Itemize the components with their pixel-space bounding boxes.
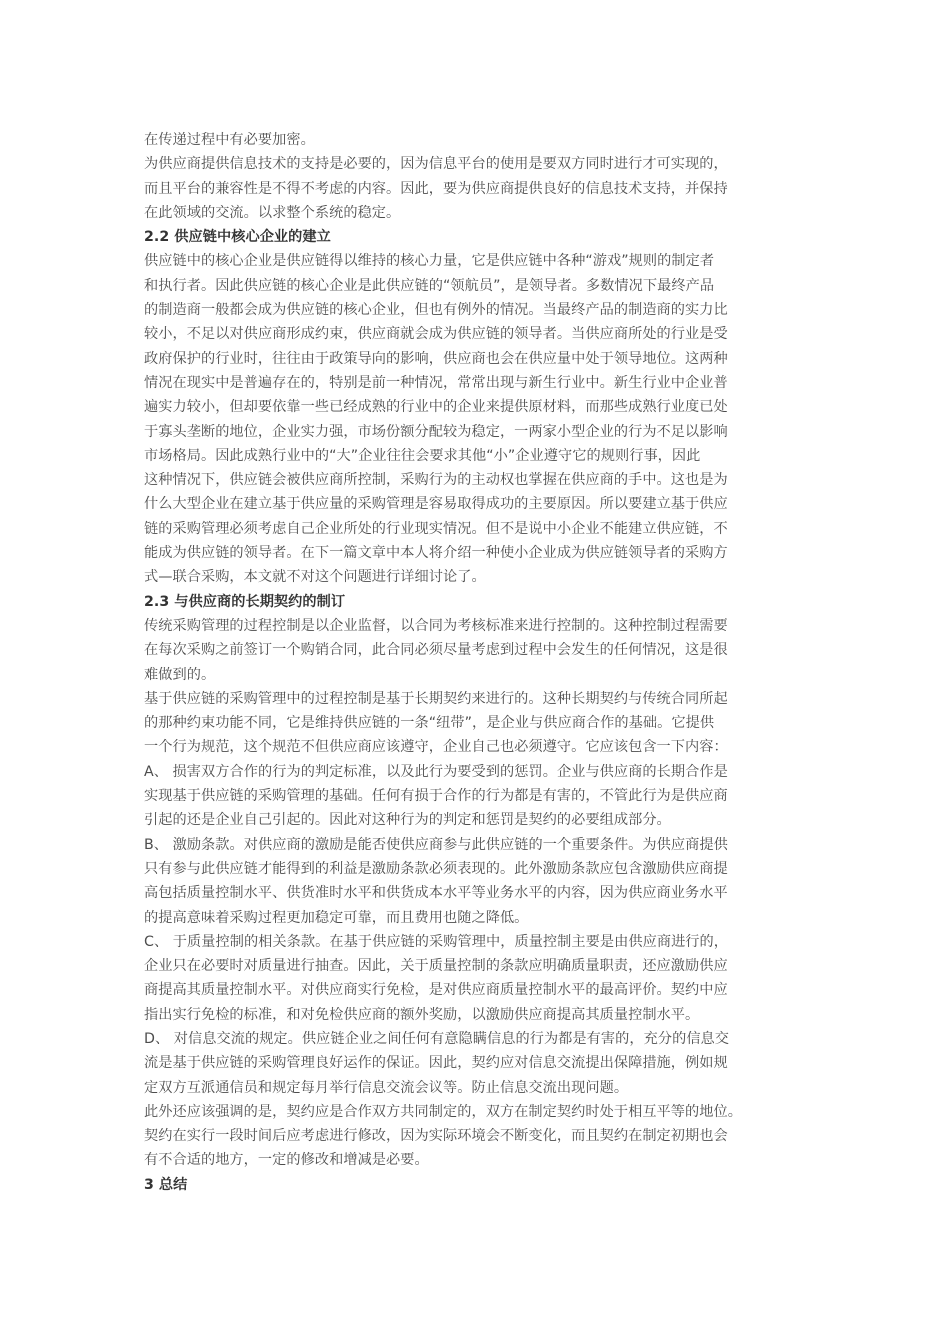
text-line: 遍实力较小，但却要依靠一些已经成熟的行业中的企业来提供原材料，而那些成熟行业度已处 — [144, 399, 728, 416]
text-line: A、 损害双方合作的行为的判定标准，以及此行为要受到的惩罚。企业与供应商的长期合作是 — [144, 763, 728, 780]
text-line: 政府保护的行业时，往往由于政策导向的影响，供应商也会在供应量中处于领导地位。这两种 — [144, 350, 728, 367]
text-line: 的提高意味着采购过程更加稳定可靠，而且费用也随之降低。 — [144, 909, 529, 926]
text-line: 在此领域的交流。以求整个系统的稳定。 — [144, 204, 401, 221]
text-line: 流是基于供应链的采购管理良好运作的保证。因此，契约应对信息交流提出保障措施，例如规 — [144, 1055, 728, 1072]
section-heading: 3 总结 — [144, 1176, 188, 1193]
text-line: 和执行者。因此供应链的核心企业是此供应链的“领航员”，是领导者。多数情况下最终产品 — [144, 277, 715, 294]
text-line: 难做到的。 — [144, 666, 216, 683]
text-line: 链的采购管理必须考虑自己企业所处的行业现实情况。但不是说中小企业不能建立供应链，不 — [144, 520, 728, 537]
text-line: B、 激励条款。对供应商的激励是能否使供应商参与此供应链的一个重要条件。为供应商提供 — [144, 836, 728, 853]
text-line: C、 于质量控制的相关条款。在基于供应链的采购管理中，质量控制主要是由供应商进行的， — [144, 933, 729, 950]
text-line: 有不合适的地方，一定的修改和增减是必要。 — [144, 1152, 429, 1169]
text-line: 的制造商一般都会成为供应链的核心企业，但也有例外的情况。当最终产品的制造商的实力比 — [144, 302, 728, 319]
text-line: 商提高其质量控制水平。对供应商实行免检，是对供应商质量控制水平的最高评价。契约中应 — [144, 982, 728, 999]
text-line: D、 对信息交流的规定。供应链企业之间任何有意隐瞒信息的行为都是有害的，充分的信息交 — [144, 1030, 730, 1047]
text-line: 在每次采购之前签订一个购销合同，此合同必须尽量考虑到过程中会发生的任何情况，这是很 — [144, 642, 728, 659]
text-line: 传统采购管理的过程控制是以企业监督，以合同为考核标准来进行控制的。这种控制过程需要 — [144, 617, 728, 634]
text-line: 此外还应该强调的是，契约应是合作双方共同制定的，双方在制定契约时处于相互平等的地位。 — [144, 1103, 742, 1120]
text-line: 什么大型企业在建立基于供应量的采购管理是容易取得成功的主要原因。所以要建立基于供应 — [144, 496, 728, 513]
text-line: 为供应商提供信息技术的支持是必要的，因为信息平台的使用是要双方同时进行才可实现的， — [144, 156, 728, 173]
text-line: 在传递过程中有必要加密。 — [144, 132, 315, 148]
text-line: 这种情况下，供应链会被供应商所控制，采购行为的主动权也掌握在供应商的手中。这也是为 — [144, 472, 728, 489]
text-line: 的那种约束功能不同，它是维持供应链的一条“纽带”，是企业与供应商合作的基础。它提供 — [144, 715, 715, 732]
section-heading: 2.2 供应链中核心企业的建立 — [144, 229, 331, 246]
section-heading: 2.3 与供应商的长期契约的制订 — [144, 593, 346, 610]
text-line: 契约在实行一段时间后应考虑进行修改，因为实际环境会不断变化，而且契约在制定初期也会 — [144, 1128, 728, 1145]
text-line: 实现基于供应链的采购管理的基础。任何有损于合作的行为都是有害的，不管此行为是供应商 — [144, 788, 728, 805]
text-line: 引起的还是企业自己引起的。因此对这种行为的判定和惩罚是契约的必要组成部分。 — [144, 812, 671, 829]
text-line: 式—联合采购，本文就不对这个问题进行详细讨论了。 — [144, 569, 486, 586]
text-line: 定双方互派通信员和规定每月举行信息交流会议等。防止信息交流出现问题。 — [144, 1079, 629, 1096]
text-line: 市场格局。因此成熟行业中的“大”企业往往会要求其他“小”企业遵守它的规则行事，因此 — [144, 447, 701, 464]
text-line: 指出实行免检的标准，和对免检供应商的额外奖励，以激励供应商提高其质量控制水平。 — [144, 1006, 700, 1023]
text-line: 情况在现实中是普遍存在的，特别是前一种情况，常常出现与新生行业中。新生行业中企业普 — [144, 374, 728, 391]
text-line: 企业只在必要时对质量进行抽查。因此，关于质量控制的条款应明确质量职责，还应激励供应 — [144, 958, 728, 975]
text-line: 一个行为规范，这个规范不但供应商应该遵守，企业自己也必须遵守。它应该包含一下内容： — [144, 739, 728, 756]
document-page — [144, 128, 812, 1197]
text-line: 于寡头垄断的地位，企业实力强，市场份额分配较为稳定，一两家小型企业的行为不足以影响 — [144, 423, 728, 440]
text-line: 基于供应链的采购管理中的过程控制是基于长期契约来进行的。这种长期契约与传统合同所起 — [144, 690, 728, 707]
text-line: 只有参与此供应链才能得到的利益是激励条款必须表现的。此外激励条款应包含激励供应商提 — [144, 860, 728, 877]
text-line: 能成为供应链的领导者。在下一篇文章中本人将介绍一种使小企业成为供应链领导者的采购方 — [144, 545, 728, 562]
text-line: 而且平台的兼容性是不得不考虑的内容。因此，要为供应商提供良好的信息技术支持，并保持 — [144, 180, 728, 197]
text-line: 高包括质量控制水平、供货准时水平和供货成本水平等业务水平的内容，因为供应商业务水平 — [144, 885, 728, 902]
text-line: 较小，不足以对供应商形成约束，供应商就会成为供应链的领导者。当供应商所处的行业是受 — [144, 326, 728, 343]
text-line: 供应链中的核心企业是供应链得以维持的核心力量，它是供应链中各种“游戏”规则的制定者 — [144, 253, 715, 270]
